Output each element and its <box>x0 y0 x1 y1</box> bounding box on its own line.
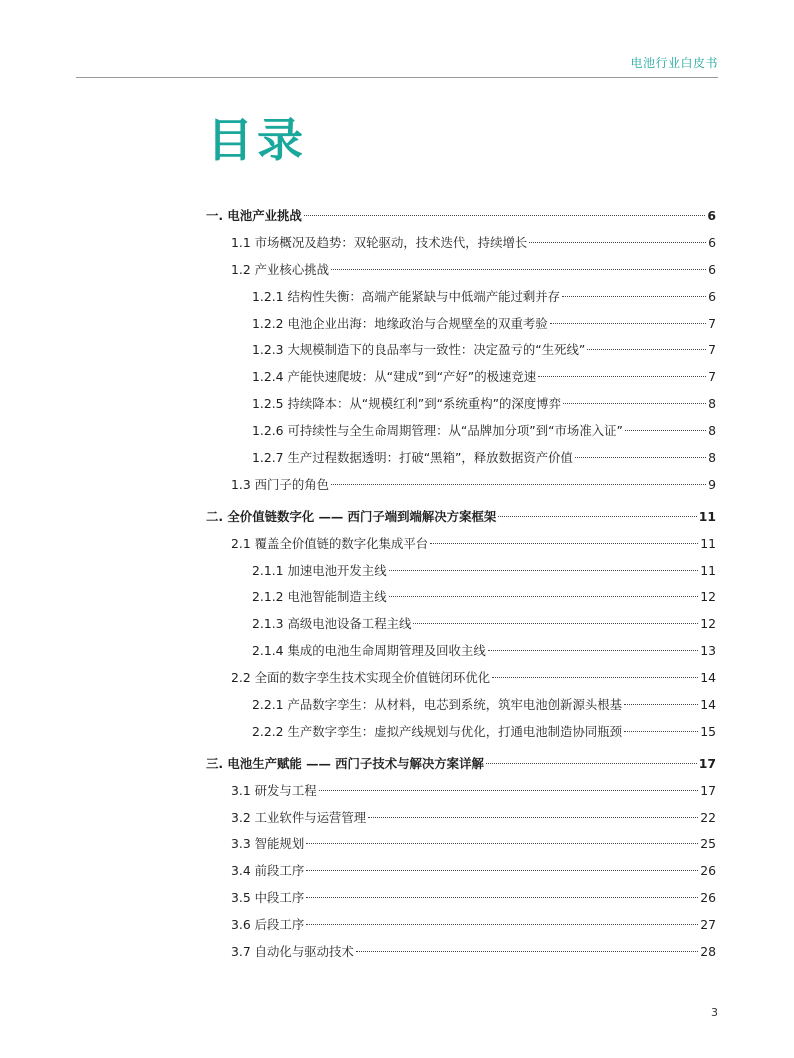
toc-entry-page: 11 <box>700 535 716 551</box>
toc-dot-leader <box>413 623 698 624</box>
toc-entry-page: 13 <box>700 643 716 659</box>
toc-entry-page: 28 <box>700 944 716 960</box>
toc-entry[interactable] <box>206 531 716 558</box>
toc-entry-page: 22 <box>700 809 716 825</box>
toc-entry-label: 2.2.2 生产数字孪生：虚拟产线规划与优化，打通电池制造协同瓶颈 <box>252 723 623 739</box>
toc-entry-page: 9 <box>708 476 716 492</box>
toc-dot-leader <box>430 543 698 544</box>
toc-entry-page: 17 <box>700 782 716 798</box>
toc-dot-leader <box>550 323 706 324</box>
toc-entry[interactable] <box>206 638 716 665</box>
toc-entry-page: 6 <box>708 234 716 250</box>
toc-dot-leader <box>587 349 706 350</box>
toc-entry[interactable] <box>206 584 716 611</box>
toc-dot-leader <box>331 484 706 485</box>
toc-entry[interactable] <box>206 912 716 939</box>
toc-entry-label: 1.2.6 可持续性与全生命周期管理：从“品牌加分项”到“市场准入证” <box>252 423 623 439</box>
toc-dot-leader <box>319 790 699 791</box>
toc-entry[interactable] <box>206 391 716 418</box>
toc-entry[interactable] <box>206 418 716 445</box>
toc-dot-leader <box>304 215 706 216</box>
toc-entry-page: 11 <box>700 562 716 578</box>
toc-entry-page: 7 <box>708 342 716 358</box>
toc-entry-page: 8 <box>708 450 716 466</box>
toc-dot-leader <box>562 296 706 297</box>
toc-entry[interactable] <box>206 284 716 311</box>
toc-entry-label: 2.1.3 高级电池设备工程主线 <box>252 616 412 632</box>
toc-entry-page: 15 <box>700 723 716 739</box>
toc-entry[interactable] <box>206 665 716 692</box>
toc-entry-page: 12 <box>700 616 716 632</box>
toc-entry[interactable] <box>206 337 716 364</box>
toc-entry[interactable] <box>206 311 716 338</box>
toc-entry-page: 14 <box>700 670 716 686</box>
toc-dot-leader <box>624 704 698 705</box>
toc-entry-page: 12 <box>700 589 716 605</box>
toc-entry-page: 7 <box>708 369 716 385</box>
toc-dot-leader <box>538 376 706 377</box>
toc-entry[interactable] <box>206 504 716 531</box>
toc-entry[interactable] <box>206 445 716 472</box>
toc-entry-page: 27 <box>700 917 716 933</box>
toc-entry[interactable] <box>206 885 716 912</box>
toc-dot-leader <box>486 763 697 764</box>
toc-entry-page: 14 <box>700 697 716 713</box>
toc-entry-page: 11 <box>698 508 716 524</box>
toc-dot-leader <box>563 403 706 404</box>
toc-entry-page: 8 <box>708 396 716 412</box>
toc-entry[interactable] <box>206 939 716 966</box>
toc-entry-label: 1.2.3 大规模制造下的良品率与一致性：决定盈亏的“生死线” <box>252 342 586 358</box>
toc-entry-page: 25 <box>700 836 716 852</box>
toc-dot-leader <box>624 731 698 732</box>
toc-entry-label: 3.7 自动化与驱动技术 <box>231 944 354 960</box>
toc-dot-leader <box>306 843 698 844</box>
toc-dot-leader <box>389 570 699 571</box>
toc-entry-label: 3.6 后段工序 <box>231 917 305 933</box>
toc-entry-page: 26 <box>700 863 716 879</box>
toc-dot-leader <box>356 951 698 952</box>
toc-entry-label: 1.3 西门子的角色 <box>231 476 329 492</box>
toc-entry[interactable] <box>206 805 716 832</box>
toc-dot-leader <box>389 596 699 597</box>
toc-entry[interactable] <box>206 831 716 858</box>
toc-dot-leader <box>488 650 699 651</box>
toc-entry-label: 1.2.7 生产过程数据透明：打破“黑箱”，释放数据资产价值 <box>252 450 573 466</box>
toc-entry[interactable] <box>206 230 716 257</box>
toc-entry-page: 8 <box>708 423 716 439</box>
toc-entry-label: 3.4 前段工序 <box>231 863 305 879</box>
toc-dot-leader <box>575 457 706 458</box>
toc-dot-leader <box>368 817 698 818</box>
toc-entry[interactable] <box>206 858 716 885</box>
toc-entry-label: 一. 电池产业挑战 <box>206 208 302 223</box>
toc-dot-leader <box>306 870 698 871</box>
toc-entry[interactable] <box>206 257 716 284</box>
toc-entry-label: 3.2 工业软件与运营管理 <box>231 809 367 825</box>
toc-entry-label: 3.1 研发与工程 <box>231 782 317 798</box>
header-title: 电池行业白皮书 <box>630 56 718 70</box>
toc-entry-label: 2.1 覆盖全价值链的数字化集成平台 <box>231 535 429 551</box>
toc-entry-label: 1.2 产业核心挑战 <box>231 261 329 277</box>
toc-entry[interactable] <box>206 558 716 585</box>
toc-dot-leader <box>331 269 706 270</box>
toc-entry-page: 17 <box>698 755 716 771</box>
toc-entry-page: 6 <box>707 208 716 223</box>
toc-entry-label: 1.1 市场概况及趋势：双轮驱动，技术迭代，持续增长 <box>231 234 528 250</box>
toc-entry[interactable] <box>206 364 716 391</box>
toc-entry-page: 6 <box>708 288 716 304</box>
toc-entry[interactable] <box>206 611 716 638</box>
toc-entry-label: 2.1.1 加速电池开发主线 <box>252 562 387 578</box>
toc-entry-label: 2.1.2 电池智能制造主线 <box>252 589 387 605</box>
table-of-contents <box>206 203 716 966</box>
toc-entry-page: 7 <box>708 315 716 331</box>
toc-entry-label: 1.2.5 持续降本：从“规模红利”到“系统重构”的深度博弈 <box>252 396 561 412</box>
toc-entry-label: 1.2.4 产能快速爬坡：从“建成”到“产好”的极速竞速 <box>252 369 537 385</box>
toc-entry-page: 26 <box>700 890 716 906</box>
toc-entry-label: 2.2.1 产品数字孪生：从材料，电芯到系统，筑牢电池创新源头根基 <box>252 697 623 713</box>
toc-entry-page: 6 <box>708 261 716 277</box>
toc-entry-label: 三. 电池生产赋能 —— 西门子技术与解决方案详解 <box>206 755 484 771</box>
toc-dot-leader <box>306 924 698 925</box>
toc-entry-label: 1.2.2 电池企业出海：地缘政治与合规壁垒的双重考验 <box>252 315 548 331</box>
toc-dot-leader <box>492 677 698 678</box>
toc-dot-leader <box>625 430 706 431</box>
toc-entry-label: 二. 全价值链数字化 —— 西门子端到端解决方案框架 <box>206 508 497 524</box>
toc-entry[interactable] <box>206 472 716 499</box>
toc-entry-label: 3.3 智能规划 <box>231 836 305 852</box>
toc-entry-label: 1.2.1 结构性失衡：高端产能紧缺与中低端产能过剩并存 <box>252 288 561 304</box>
toc-entry-label: 2.1.4 集成的电池生命周期管理及回收主线 <box>252 643 486 659</box>
toc-entry[interactable] <box>206 778 716 805</box>
toc-title: 目录 <box>207 113 307 167</box>
toc-dot-leader <box>529 242 706 243</box>
toc-dot-leader <box>306 897 698 898</box>
toc-entry[interactable] <box>206 692 716 719</box>
toc-entry[interactable] <box>206 203 716 230</box>
toc-entry[interactable] <box>206 751 716 778</box>
toc-entry-label: 3.5 中段工序 <box>231 890 305 906</box>
toc-entry[interactable] <box>206 719 716 746</box>
header-divider <box>76 77 718 78</box>
toc-entry-label: 2.2 全面的数字孪生技术实现全价值链闭环优化 <box>231 670 491 686</box>
toc-dot-leader <box>498 516 697 517</box>
page-number: 3 <box>711 1006 718 1019</box>
